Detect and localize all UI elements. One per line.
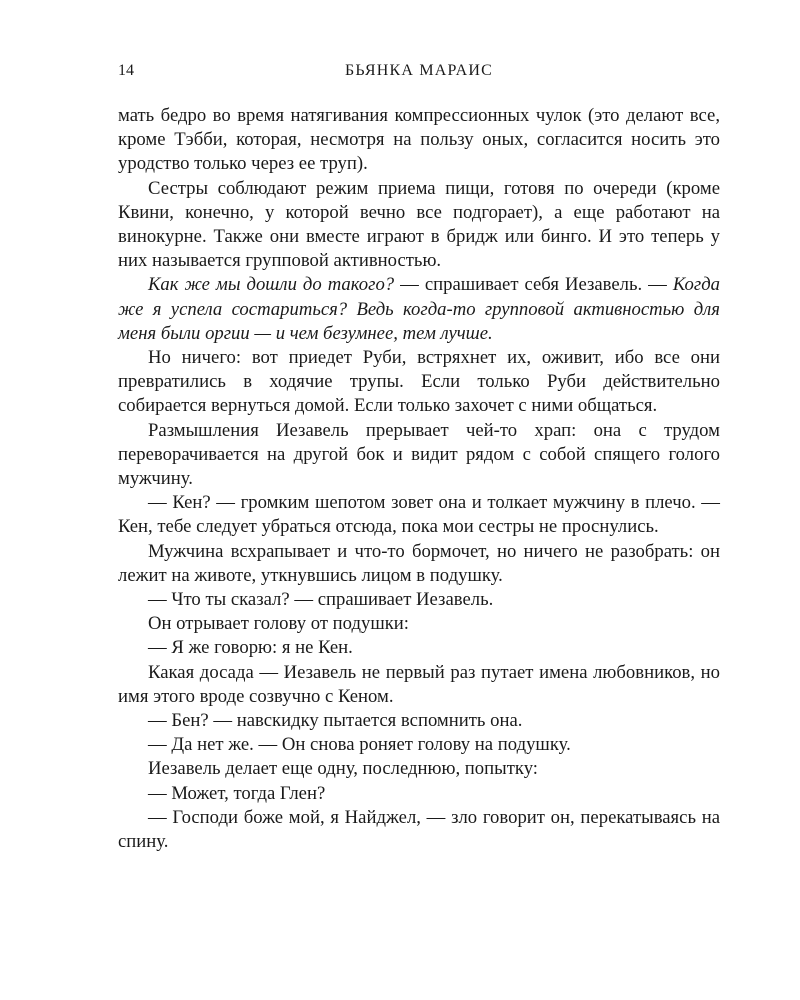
paragraph-8: — Что ты сказал? — спрашивает Иезавель. xyxy=(148,589,494,611)
paragraph-6: — Кен? — громким шепотом зовет она и толкает мужчину в плечо. — Кен, тебе следует убраться отсюда, пока мои сестры не проснулись. xyxy=(118,492,720,538)
paragraph-1: мать бедро во время натягивания компрессионных чулок (это делают все, кроме Тэбби, которая, несмотря на пользу оных, согласится носить это уродство только через ее труп). xyxy=(118,105,720,175)
paragraph-2: Сестры соблюдают режим приема пищи, готовя по очереди (кроме Квини, конечно, у которой вечно все подгорает), а еще работают на винокурне. Также они вместе играют в бридж или бинго. И это теперь у них называется групповой активностью. xyxy=(118,177,720,272)
running-head xyxy=(118,62,720,88)
italic-thought-2: Когда же я успела состариться? Ведь когда-то групповой активностью для меня были оргии — и чем безумнее, тем лучше. xyxy=(118,274,720,344)
running-title: БЬЯНКА МАРАИС xyxy=(345,62,493,79)
paragraph-9: Он отрывает голову от подушки: xyxy=(148,613,409,635)
paragraph-12: — Бен? — навскидку пытается вспомнить она. xyxy=(148,710,523,732)
body-text xyxy=(118,104,720,854)
paragraph-5: Размышления Иезавель прерывает чей-то храп: она с трудом переворачивается на другой бок и видит рядом с собой спящего голого мужчину. xyxy=(118,419,720,490)
paragraph-3 xyxy=(118,273,720,346)
paragraph-13: — Да нет же. — Он снова роняет голову на подушку. xyxy=(148,734,571,756)
paragraph-10: — Я же говорю: я не Кен. xyxy=(148,637,353,659)
page-number: 14 xyxy=(118,62,134,79)
book-page xyxy=(118,62,720,854)
paragraph-4: Но ничего: вот приедет Руби, встряхнет их, оживит, ибо все они превратились в ходячие трупы. Если только Руби действительно собирается вернуться домой. Если только захочет с ними общаться. xyxy=(118,347,720,417)
italic-thought-1: Как же мы дошли до такого? xyxy=(148,274,395,296)
paragraph-14: Иезавель делает еще одну, последнюю, попытку: xyxy=(148,758,538,780)
paragraph-16: — Господи боже мой, я Найджел, — зло говорит он, перекатываясь на спину. xyxy=(118,806,720,853)
narration-text: — спрашивает себя Иезавель. — xyxy=(394,274,673,296)
paragraph-15: — Может, тогда Глен? xyxy=(148,782,326,804)
paragraph-7: Мужчина всхрапывает и что-то бормочет, но ничего не разобрать: он лежит на животе, уткнувшись лицом в подушку. xyxy=(118,540,720,586)
paragraph-11: Какая досада — Иезавель не первый раз путает имена любовников, но имя этого вроде созвучно с Кеном. xyxy=(118,661,720,707)
